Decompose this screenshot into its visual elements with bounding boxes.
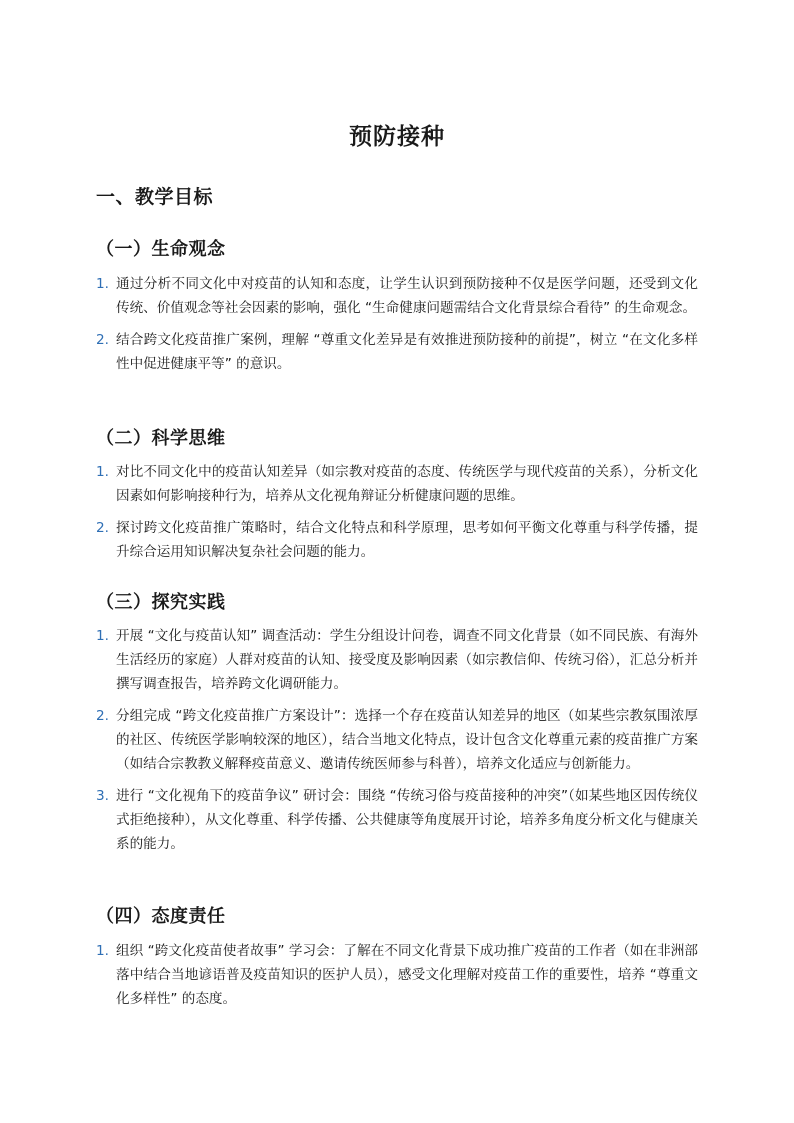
list-item [96, 784, 698, 856]
list-number: 1. [96, 276, 109, 292]
list-number: 3. [96, 788, 109, 804]
list-item-text: 探讨跨文化疫苗推广策略时，结合文化特点和科学原理，思考如何平衡文化尊重与科学传播，提升综合运用知识解决复杂社会问题的能力。 [116, 520, 698, 560]
document-title: 预防接种 [349, 124, 445, 150]
subsection-heading-attitude-responsibility: （四）态度责任 [96, 906, 226, 927]
list-item-text: 开展 “文化与疫苗认知” 调查活动：学生分组设计问卷，调查不同文化背景（如不同民族、有海外生活经历的家庭）人群对疫苗的认知、接受度及影响因素（如宗教信仰、传统习俗），汇总分析并撰写调查报告，培养跨文化调研能力。 [116, 628, 698, 692]
subsection-heading-scientific-thinking: （二）科学思维 [96, 428, 226, 449]
list-number: 2. [96, 708, 109, 724]
list-item-text: 进行 “文化视角下的疫苗争议” 研讨会：围绕 “传统习俗与疫苗接种的冲突”（如某些地区因传统仪式拒绝接种），从文化尊重、科学传播、公共健康等角度展开讨论，培养多角度分析文化与健康关系的能力。 [116, 788, 698, 852]
list-number: 1. [96, 943, 109, 959]
list-item [96, 704, 698, 776]
list-item-text: 分组完成 “跨文化疫苗推广方案设计”：选择一个存在疫苗认知差异的地区（如某些宗教氛围浓厚的社区、传统医学影响较深的地区），结合当地文化特点，设计包含文化尊重元素的疫苗推广方案（如结合宗教教义解释疫苗意义、邀请传统医师参与科普），培养文化适应与创新能力。 [116, 708, 698, 772]
list-number: 2. [96, 332, 109, 348]
list-item [96, 272, 698, 320]
list-item-text: 对比不同文化中的疫苗认知差异（如宗教对疫苗的态度、传统医学与现代疫苗的关系），分析文化因素如何影响接种行为，培养从文化视角辩证分析健康问题的思维。 [116, 464, 698, 504]
list-item-text: 结合跨文化疫苗推广案例，理解 “尊重文化差异是有效推进预防接种的前提”，树立 “在文化多样性中促进健康平等” 的意识。 [116, 332, 698, 372]
list-item-text: 通过分析不同文化中对疫苗的认知和态度，让学生认识到预防接种不仅是医学问题，还受到文化传统、价值观念等社会因素的影响，强化 “生命健康问题需结合文化背景综合看待” 的生命观念。 [116, 276, 698, 316]
list-item [96, 939, 698, 1011]
attitude-responsibility-list [96, 939, 698, 1019]
list-number: 1. [96, 628, 109, 644]
list-number: 1. [96, 464, 109, 480]
scientific-thinking-list [96, 460, 698, 572]
list-item-text: 组织 “跨文化疫苗使者故事” 学习会：了解在不同文化背景下成功推广疫苗的工作者（如在非洲部落中结合当地谚语普及疫苗知识的医护人员），感受文化理解对疫苗工作的重要性，培养 “尊重文化多样性” 的态度。 [116, 943, 698, 1007]
list-item [96, 624, 698, 696]
list-item [96, 516, 698, 564]
life-concept-list [96, 272, 698, 384]
subsection-heading-life-concept: （一）生命观念 [96, 239, 226, 260]
list-item [96, 460, 698, 508]
section-heading-teaching-goals: 一、教学目标 [96, 186, 214, 208]
subsection-heading-inquiry-practice: （三）探究实践 [96, 592, 226, 613]
inquiry-practice-list [96, 624, 698, 864]
list-number: 2. [96, 520, 109, 536]
list-item [96, 328, 698, 376]
